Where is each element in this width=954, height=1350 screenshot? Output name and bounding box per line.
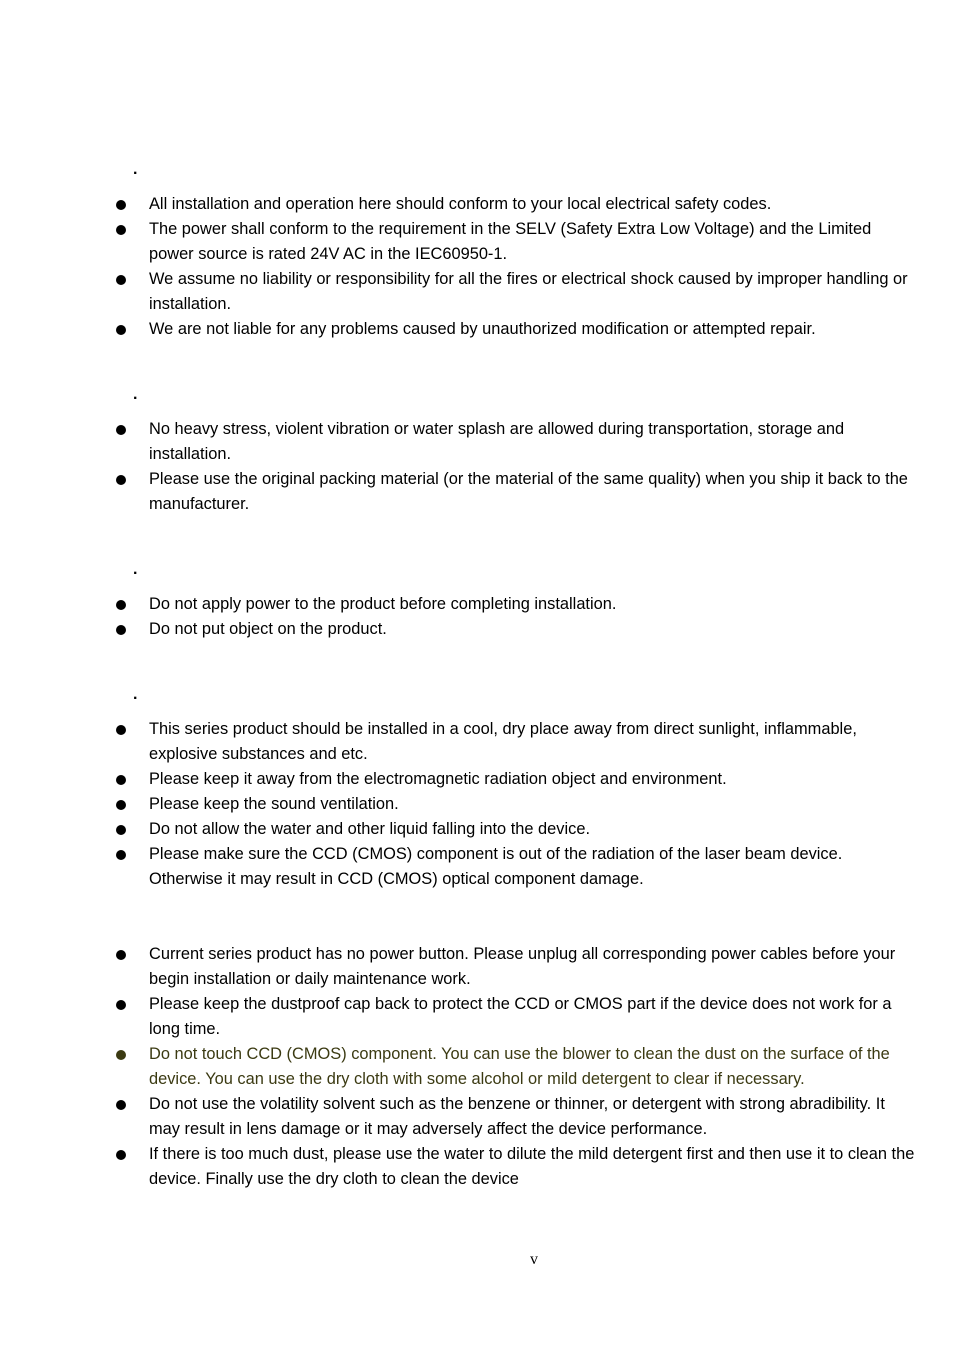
section-2-list [0,417,954,517]
list-item [0,1142,954,1192]
list-item [0,267,954,317]
list-item-text: Do not put object on the product. [149,620,387,638]
section-4-list [0,717,954,892]
list-item [0,592,954,617]
list-item-text: We are not liable for any problems caused by unauthorized modification or attempted repair. [149,320,816,338]
list-item [0,792,954,817]
list-item-text: We assume no liability or responsibility for all the fires or electrical shock caused by improper handling or installation. [149,270,908,313]
section-1-list [0,192,954,342]
list-item [0,417,954,467]
list-item-text: If there is too much dust, please use the water to dilute the mild detergent first and then use it to clean the device. Finally use the dry cloth to clean the device [149,1145,915,1188]
bullet-icon [116,1050,126,1060]
list-item [0,1092,954,1142]
bullet-icon [116,825,126,835]
list-item-text: Please keep it away from the electromagnetic radiation object and environment. [149,770,727,788]
list-item-text: Please keep the sound ventilation. [149,795,399,813]
bullet-icon [116,775,126,785]
bullet-icon [116,800,126,810]
list-item-text: Do not touch CCD (CMOS) component. You can use the blower to clean the dust on the surface of the device. You can use the dry cloth with some alcohol or mild detergent to clear if necessary. [149,1045,890,1088]
bullet-icon [116,725,126,735]
section-4-heading-marker: . [133,686,138,703]
bullet-icon [116,475,126,485]
bullet-icon [116,1000,126,1010]
list-item-text: Please use the original packing material (or the material of the same quality) when you ship it back to the manufacturer. [149,470,908,513]
list-item-text: This series product should be installed in a cool, dry place away from direct sunlight, inflammable, explosive substances and etc. [149,720,857,763]
bullet-icon [116,1150,126,1160]
list-item [0,467,954,517]
list-item-text: Do not apply power to the product before completing installation. [149,595,617,613]
bullet-icon [116,325,126,335]
page-number: v [530,1251,538,1268]
list-item [0,767,954,792]
section-3-heading-marker: . [133,561,138,578]
list-item-text: No heavy stress, violent vibration or water splash are allowed during transportation, storage and installation. [149,420,845,463]
list-item [0,842,954,892]
list-item-text: Do not allow the water and other liquid falling into the device. [149,820,590,838]
list-item-text: Please keep the dustproof cap back to protect the CCD or CMOS part if the device does not work for a long time. [149,995,892,1038]
list-item-text: Current series product has no power button. Please unplug all corresponding power cables before your begin installation or daily maintenance work. [149,945,896,988]
section-1-heading-marker: . [133,161,138,178]
bullet-icon [116,950,126,960]
list-item [0,817,954,842]
list-item-text: The power shall conform to the requirement in the SELV (Safety Extra Low Voltage) and the Limited power source is rated 24V AC in the IEC60950-1. [149,220,872,263]
list-item-text: All installation and operation here should conform to your local electrical safety codes. [149,195,772,213]
bullet-icon [116,225,126,235]
list-item-text: Do not use the volatility solvent such as the benzene or thinner, or detergent with strong abradibility. It may result in lens damage or it may adversely affect the device performance. [149,1095,885,1138]
list-item-highlighted [0,1042,954,1092]
section-5-list [0,942,954,1192]
list-item [0,717,954,767]
list-item [0,217,954,267]
list-item [0,192,954,217]
list-item-text: Please make sure the CCD (CMOS) component is out of the radiation of the laser beam device. Otherwise it may result in CCD (CMOS) optical component damage. [149,845,843,888]
list-item [0,617,954,642]
list-item [0,942,954,992]
list-item [0,317,954,342]
section-2-heading-marker: . [133,386,138,403]
bullet-icon [116,1100,126,1110]
section-3-list [0,592,954,642]
bullet-icon [116,600,126,610]
bullet-icon [116,625,126,635]
bullet-icon [116,425,126,435]
bullet-icon [116,850,126,860]
list-item [0,992,954,1042]
bullet-icon [116,275,126,285]
bullet-icon [116,200,126,210]
